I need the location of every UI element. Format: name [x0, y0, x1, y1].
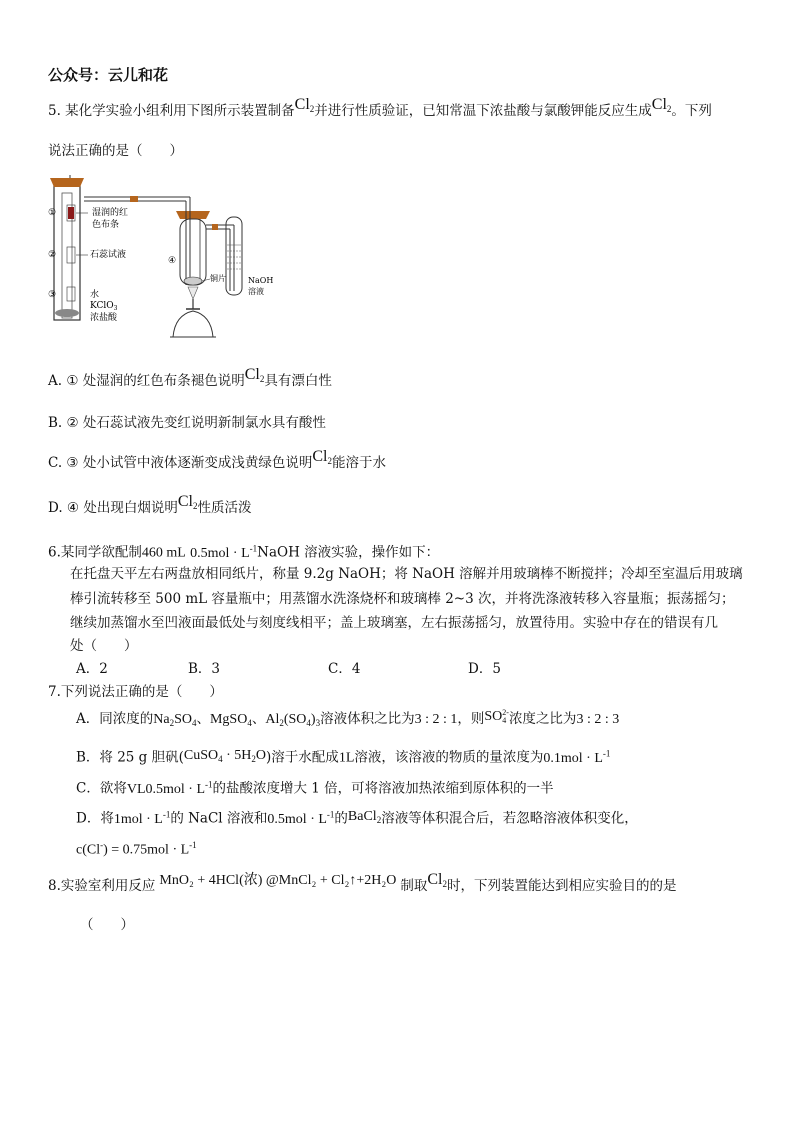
q7-d-text: D．将 — [76, 810, 114, 827]
q7-option-b[interactable] — [76, 744, 610, 771]
q5-line1-b: 并进行性质验证，已知常温下浓盐酸与氯酸钾能反应生成 — [314, 103, 652, 119]
q7-b-volume: 1L — [338, 750, 355, 766]
mgso4-formula: MgSO$_4$ — [209, 712, 252, 728]
al2so43-formula: $Al_2(SO_4)_3$ — [265, 712, 321, 728]
q7-c-text: C．欲将 — [76, 780, 127, 797]
q7-a-text-2: 溶液体积之比为 — [320, 711, 415, 727]
q7-d-concentration-1: $1mol \cdot L^{-1}$ — [113, 809, 171, 827]
cl2-formula: $Cl_2$ — [427, 871, 447, 889]
cl2-formula: $Cl_2$ — [177, 493, 198, 511]
diagram-label-4: ④ — [168, 256, 177, 266]
q5-line2: 说法正确的是（ ） — [48, 143, 183, 159]
q6-option-c[interactable]: C．4 — [328, 661, 361, 677]
q7-c-text-2: 的盐酸浓度增大 1 倍，可将溶液加热浓缩到原体积的一半 — [212, 780, 554, 797]
q7-b-text-2: )溶于水配成 — [266, 749, 339, 766]
q7-d-concentration-2: $0.5mol \cdot L^{-1}$ — [267, 809, 335, 827]
q8-text: 8.实验室利用反应 — [48, 878, 156, 894]
q5-option-a-text-2: 具有漂白性 — [264, 373, 332, 389]
diagram-naoh-label: NaOH — [248, 276, 274, 285]
diagram-cloth-label: 湿润的红 — [92, 208, 129, 218]
q7-d-text-3: 的 — [334, 810, 348, 827]
so4-ion-formula: SO 2- 4 — [484, 707, 509, 725]
q7-d-text-4: 溶液等体积混合后，若忽略溶液体积变化， — [381, 810, 638, 827]
diagram-litmus-label: 石蕊试液 — [90, 250, 127, 260]
diagram-naoh-label-2: 溶液 — [248, 287, 264, 296]
q5-option-d[interactable] — [48, 493, 252, 521]
page-header: 公众号：云儿和花 — [48, 66, 169, 84]
q7-a-ratio-1: 3 : 2 : 1 — [414, 712, 458, 727]
q6-paragraph-4: 处（ ） — [70, 638, 138, 654]
q7-c-concentration: $VL0.5mol \cdot L^{-1}$ — [126, 779, 213, 797]
q6-stem-a: 6.某同学欲配制 — [48, 544, 142, 561]
q7-b-text-3: 溶液，该溶液的物质的量浓度为 — [354, 749, 544, 766]
q6-option-d[interactable]: D．5 — [468, 661, 501, 677]
q7-option-c[interactable] — [76, 775, 554, 799]
q7-option-a[interactable] — [76, 707, 620, 732]
diagram-label-1: ① — [48, 208, 57, 218]
diagram-label-2: ② — [48, 250, 57, 260]
cuso4-5h2o-formula: CuSO$_4$ · $5H_2O$ — [183, 747, 267, 764]
diagram-water-label: 水 — [90, 290, 100, 300]
q7-b-concentration: $0.1mol \cdot L^{-1}$ — [543, 748, 611, 766]
q6-option-a[interactable]: A．2 — [76, 661, 108, 677]
q7-a-text-4: 浓度之比为 — [508, 711, 577, 727]
q5-option-d-text-2: 性质活泼 — [197, 500, 252, 516]
q8-text-2: 制取 — [400, 878, 428, 894]
q6-volume: 460 mL — [141, 545, 186, 561]
q8-reaction-equation: MnO₂ + 4HCl(浓) @MnCl₂ + Cl₂↑+2H₂O — [159, 873, 397, 888]
q6-paragraph-3: 继续加蒸馏水至凹液面最低处与刻度线相平；盖上玻璃塞，左右振荡摇匀，放置待用。实验中存在的错误有几 — [70, 615, 718, 631]
q6-stem-d: NaOH 溶液实验，操作如下： — [257, 544, 440, 561]
q7-stem: 7.下列说法正确的是（ ） — [48, 684, 223, 700]
q8-answer-paren: （ ） — [80, 917, 134, 933]
q7-option-d[interactable] — [76, 805, 638, 832]
q5-option-a-text: A. ① 处湿润的红色布条褪色说明 — [48, 373, 245, 389]
q5-line1 — [48, 96, 712, 124]
diagram-label-3: ③ — [48, 290, 57, 300]
diagram-kclo3-label: KClO$_3$ — [90, 301, 118, 312]
q6-paragraph-1: 在托盘天平左右两盘放相同纸片，称量 9.2g NaOH；将 NaOH 溶解并用玻璃棒不断搅拌；冷却至室温后用玻璃 — [70, 566, 743, 582]
q6-stem — [48, 539, 439, 563]
q5-option-c-text: C. ③ 处小试管中液体逐渐变成浅黄绿色说明 — [48, 455, 313, 471]
q5-option-d-text: D. ④ 处出现白烟说明 — [48, 500, 178, 516]
q5-line1-a: 5. 某化学实验小组利用下图所示装置制备 — [48, 103, 295, 119]
q7-a-ratio-2: 3 : 2 : 3 — [576, 712, 620, 727]
cl2-formula: $Cl_2$ — [244, 366, 265, 384]
diagram-cloth-label-2: 色布条 — [92, 220, 120, 230]
q7-a-text-3: ，则 — [457, 711, 485, 727]
q8-text-3: 时，下列装置能达到相应实验目的的是 — [446, 878, 677, 894]
q6-concentration: $0.5mol \cdot L^{-1}$ — [190, 543, 258, 561]
q8-stem — [48, 871, 677, 899]
q7-a-sep-2: 、 — [251, 711, 266, 727]
q5-option-b[interactable]: B. ② 处石蕊试液先变红说明新制氯水具有酸性 — [48, 415, 326, 431]
na2so4-formula: $Na_2SO_4$ — [153, 712, 197, 728]
q5-option-c-text-2: 能溶于水 — [331, 455, 386, 471]
q7-a-sep: 、 — [196, 711, 210, 727]
q5-line1-c: 。下列 — [671, 103, 712, 119]
q6-option-b[interactable]: B．3 — [188, 661, 221, 677]
q7-d-chloride-concentration: $c(Cl^-) = 0.75mol \cdot L^{-1}$ — [76, 840, 197, 858]
diagram-hcl-label: 浓盐酸 — [90, 313, 118, 323]
q5-option-c[interactable] — [48, 448, 386, 476]
q5-option-a[interactable] — [48, 366, 332, 394]
apparatus-diagram — [40, 175, 300, 350]
cl2-formula: $Cl_2$ — [294, 96, 315, 114]
q7-b-text: B．将 25 g 胆矾( — [76, 749, 184, 766]
q7-d-text-2: 的 NaCl 溶液和 — [170, 810, 268, 827]
cl2-formula: $Cl_2$ — [651, 96, 672, 114]
cl2-formula: $Cl_2$ — [312, 448, 332, 466]
q7-a-text: A．同浓度的 — [76, 711, 154, 727]
q6-paragraph-2: 棒引流转移至 500 mL 容量瓶中；用蒸馏水洗涤烧杯和玻璃棒 2~3 次，并将洗涤液转移入容量瓶；振荡摇匀； — [70, 591, 735, 607]
diagram-copper-label: 铜片 — [210, 274, 226, 283]
bacl2-formula: BaCl$_2$ — [347, 808, 382, 825]
